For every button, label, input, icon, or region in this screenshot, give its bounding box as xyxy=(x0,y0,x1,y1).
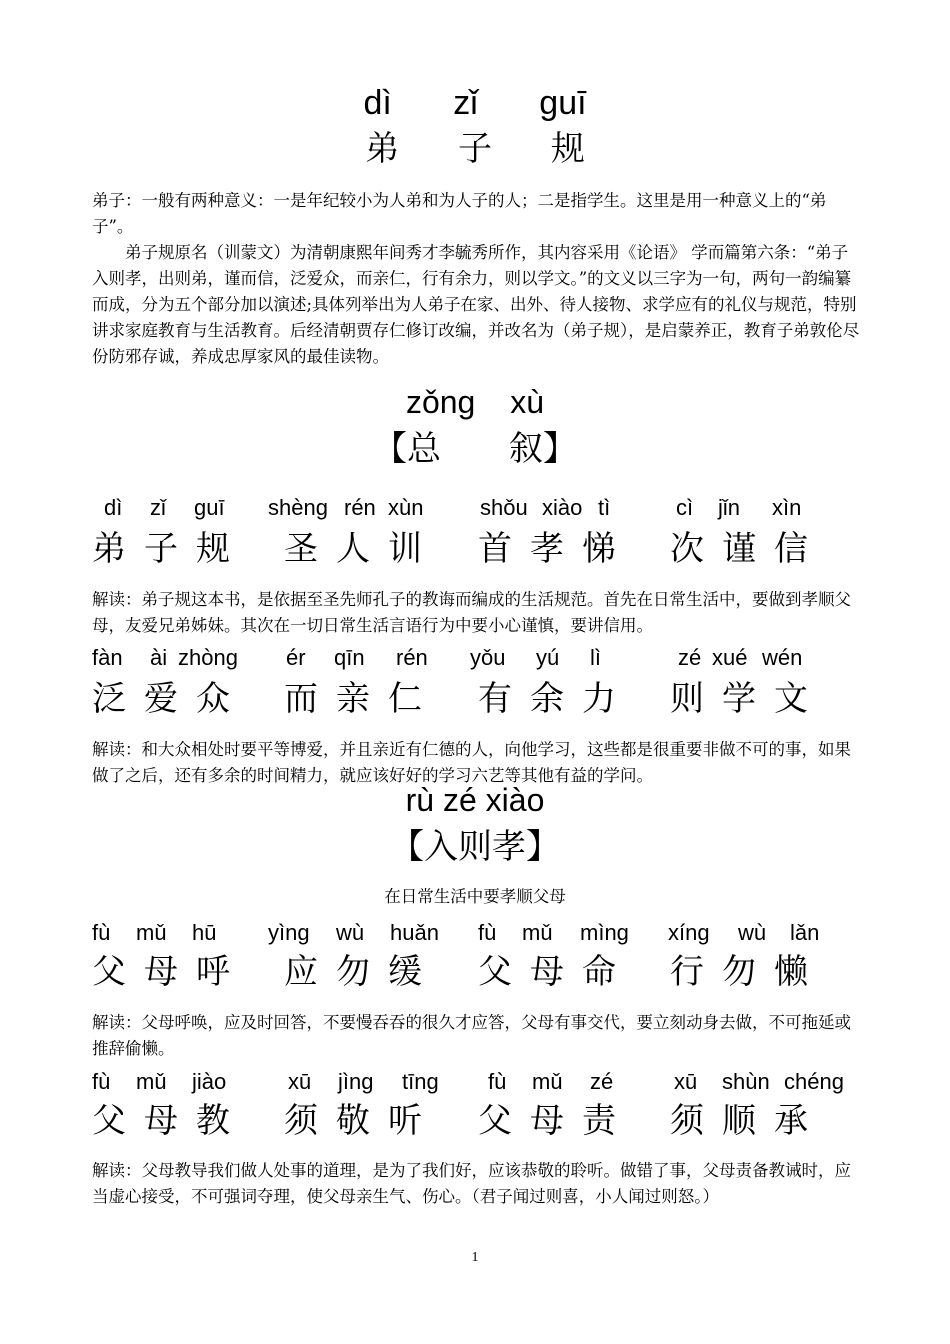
pinyin-syllable: zé xyxy=(678,645,702,670)
pinyin-syllable: guī xyxy=(194,495,225,520)
verse-character: 人 xyxy=(336,529,370,569)
pinyin-syllable: wén xyxy=(762,645,803,670)
verse-explanation: 解读：父母呼唤，应及时回答，不要慢吞吞的很久才应答，父母有事交代，要立刻动身去做，不可拖延或推辞偷懒。 xyxy=(92,1013,851,1058)
verse-character: 训 xyxy=(388,529,422,569)
pinyin-syllable: jiào xyxy=(192,1069,227,1094)
title-character: 弟 xyxy=(365,129,400,169)
verse-explanation: 解读：父母教导我们做人处事的道理，是为了我们好，应该恭敬的聆听。做错了事，父母责备教诫时，应当虚心接受，不可强词夺理，使父母亲生气、伤心。（君子闻过则喜，小人闻过则怒。） xyxy=(92,1161,851,1206)
verse-character: 应 xyxy=(284,952,318,992)
pinyin-syllable: yú xyxy=(536,645,560,670)
verse-pinyin-row xyxy=(92,1068,892,1096)
verse-hanzi-row xyxy=(92,676,892,722)
section-subtitle: 在日常生活中要孝顺父母 xyxy=(384,887,566,906)
pinyin-syllable: mǔ xyxy=(522,920,553,945)
pinyin-syllable: wù xyxy=(738,920,767,945)
verse-character: 缓 xyxy=(388,952,422,992)
verse-character: 勿 xyxy=(336,952,370,992)
pinyin-syllable: ài xyxy=(150,645,168,670)
verse-character: 余 xyxy=(530,679,564,719)
verse-character: 信 xyxy=(774,529,808,569)
pinyin-syllable: yǒu xyxy=(470,645,506,670)
verse-explanation: 解读：弟子规这本书，是依据至圣先师孔子的教诲而编成的生活规范。首先在日常生活中，要做到孝顺父母，友爱兄弟姊妹。其次在一切日常生活言语行为中要小心谨慎，要讲信用。 xyxy=(92,590,851,635)
verse-character: 次 xyxy=(670,529,704,569)
pinyin-syllable: chéng xyxy=(784,1069,844,1094)
verse-character: 悌 xyxy=(582,529,616,569)
pinyin-syllable: tīng xyxy=(402,1069,439,1094)
verse-character: 弟 xyxy=(92,529,126,569)
verse-pinyin-row xyxy=(92,644,892,672)
verse-character: 有 xyxy=(478,679,512,719)
pinyin-syllable: ér xyxy=(286,645,306,670)
pinyin-syllable: mǔ xyxy=(532,1069,563,1094)
pinyin-syllable: zǐ xyxy=(150,495,166,520)
pinyin-syllable: shùn xyxy=(722,1069,770,1094)
verse-hanzi-row xyxy=(92,526,892,572)
pinyin-syllable: shǒu xyxy=(480,495,528,520)
verse-character: 敬 xyxy=(336,1101,370,1141)
verse-character: 听 xyxy=(388,1101,422,1141)
section-pinyin xyxy=(0,382,950,422)
verse-character: 承 xyxy=(774,1101,808,1141)
pinyin-syllable: fù xyxy=(92,1069,111,1094)
pinyin-syllable: fù xyxy=(92,920,111,945)
verse-character: 仁 xyxy=(388,679,422,719)
verse-character: 父 xyxy=(478,952,512,992)
pinyin-syllable: qīn xyxy=(334,645,365,670)
title-character: 规 xyxy=(550,129,585,169)
page-number: 1 xyxy=(471,1250,479,1265)
verse-character: 父 xyxy=(92,1101,126,1141)
section-pinyin-syllable: xù xyxy=(510,384,545,420)
verse-character: 众 xyxy=(196,679,230,719)
verse-character: 首 xyxy=(478,529,512,569)
pinyin-syllable: mǔ xyxy=(136,1069,167,1094)
section-heading: 【总 叙】 xyxy=(373,429,577,469)
pinyin-syllable: mǔ xyxy=(136,920,167,945)
title-character: 子 xyxy=(458,129,492,169)
pinyin-syllable: xū xyxy=(288,1069,312,1094)
pinyin-syllable: xué xyxy=(712,645,748,670)
verse-character: 父 xyxy=(92,952,126,992)
verse-character: 须 xyxy=(670,1101,704,1141)
section-pinyin: rù zé xiào xyxy=(405,782,545,818)
verse-character: 亲 xyxy=(336,679,370,719)
verse-character: 命 xyxy=(582,952,616,992)
pinyin-syllable: xū xyxy=(674,1069,698,1094)
pinyin-syllable: huǎn xyxy=(390,920,439,945)
pinyin-syllable: zhòng xyxy=(178,645,238,670)
verse-pinyin-row xyxy=(92,919,892,947)
pinyin-syllable: zé xyxy=(590,1069,614,1094)
title-pinyin-syllable: guī xyxy=(539,84,587,122)
pinyin-syllable: lǎn xyxy=(790,920,820,945)
pinyin-syllable: shèng xyxy=(268,495,328,520)
verse-character: 学 xyxy=(722,679,756,719)
verse-character: 子 xyxy=(144,529,178,569)
pinyin-syllable: jìng xyxy=(338,1069,374,1094)
pinyin-syllable: cì xyxy=(676,495,694,520)
pinyin-syllable: dì xyxy=(104,495,123,520)
verse-character: 爱 xyxy=(144,679,178,719)
verse-character: 力 xyxy=(582,679,616,719)
verse-character: 而 xyxy=(284,679,318,719)
intro-paragraph-1: 弟子：一般有两种意义：一是年纪较小为人弟和为人子的人；二是指学生。这里是用一种意义上的“弟子”。 xyxy=(92,191,827,236)
pinyin-syllable: fù xyxy=(478,920,497,945)
section-heading: 【入则孝】 xyxy=(390,827,560,867)
verse-character: 则 xyxy=(670,679,704,719)
pinyin-syllable: lì xyxy=(590,645,601,670)
verse-character: 责 xyxy=(582,1101,616,1141)
title-pinyin xyxy=(0,83,950,123)
verse-character: 母 xyxy=(144,1101,178,1141)
verse-character: 孝 xyxy=(530,529,564,569)
section-pinyin-syllable: zǒng xyxy=(405,384,476,420)
verse-character: 须 xyxy=(284,1101,318,1141)
pinyin-syllable: xìn xyxy=(772,495,802,520)
pinyin-syllable: rén xyxy=(396,645,428,670)
pinyin-syllable: hū xyxy=(192,920,217,945)
pinyin-syllable: xíng xyxy=(668,920,710,945)
pinyin-syllable: xiào xyxy=(542,495,583,520)
verse-pinyin-row xyxy=(92,494,892,522)
pinyin-syllable: tì xyxy=(598,495,611,520)
verse-hanzi-row xyxy=(92,949,892,995)
page-title xyxy=(0,128,950,170)
verse-character: 懒 xyxy=(774,952,808,992)
verse-character: 顺 xyxy=(722,1101,756,1141)
pinyin-syllable: fù xyxy=(488,1069,507,1094)
verse-character: 父 xyxy=(478,1101,512,1141)
pinyin-syllable: jǐn xyxy=(718,495,741,520)
verse-character: 母 xyxy=(530,1101,564,1141)
pinyin-syllable: yìng xyxy=(268,920,310,945)
verse-character: 规 xyxy=(196,529,230,569)
verse-hanzi-row xyxy=(92,1098,892,1144)
verse-character: 行 xyxy=(670,952,704,992)
pinyin-syllable: mìng xyxy=(580,920,629,945)
pinyin-syllable: rén xyxy=(344,495,376,520)
pinyin-syllable: wù xyxy=(336,920,365,945)
verse-character: 母 xyxy=(144,952,178,992)
verse-character: 母 xyxy=(530,952,564,992)
verse-character: 呼 xyxy=(196,952,230,992)
pinyin-syllable: xùn xyxy=(388,495,424,520)
verse-character: 教 xyxy=(196,1101,230,1141)
verse-character: 文 xyxy=(774,679,808,719)
verse-character: 圣 xyxy=(284,529,318,569)
title-pinyin-syllable: zǐ xyxy=(453,84,478,122)
verse-character: 谨 xyxy=(722,529,756,569)
verse-character: 泛 xyxy=(92,679,126,719)
title-pinyin-syllable: dì xyxy=(363,84,392,122)
intro-paragraph-2: 弟子规原名（训蒙文）为清朝康熙年间秀才李毓秀所作，其内容采用《论语》 学而篇第六条：“弟子入则孝，出则弟，谨而信，泛爱众，而亲仁，行有余力，则以学文。”的文义以三字为一句，两句一韵编纂而成，分为五个部分加以演述;具体列举出为人弟子在家、出外、待人接物、求学应有的礼仪与规范，特别讲求家庭教育与生活教育。后经清朝贾存仁修订改编，并改名为（弟子规），是启蒙养正，教育子弟敦伦尽份防邪存诚，养成忠厚家风的最佳读物。 xyxy=(92,243,860,366)
verse-explanation: 解读：和大众相处时要平等博爱，并且亲近有仁德的人，向他学习，这些都是很重要非做不可的事，如果做了之后，还有多余的时间精力，就应该好好的学习六艺等其他有益的学问。 xyxy=(92,740,851,785)
verse-character: 勿 xyxy=(722,952,756,992)
pinyin-syllable: fàn xyxy=(92,645,123,670)
